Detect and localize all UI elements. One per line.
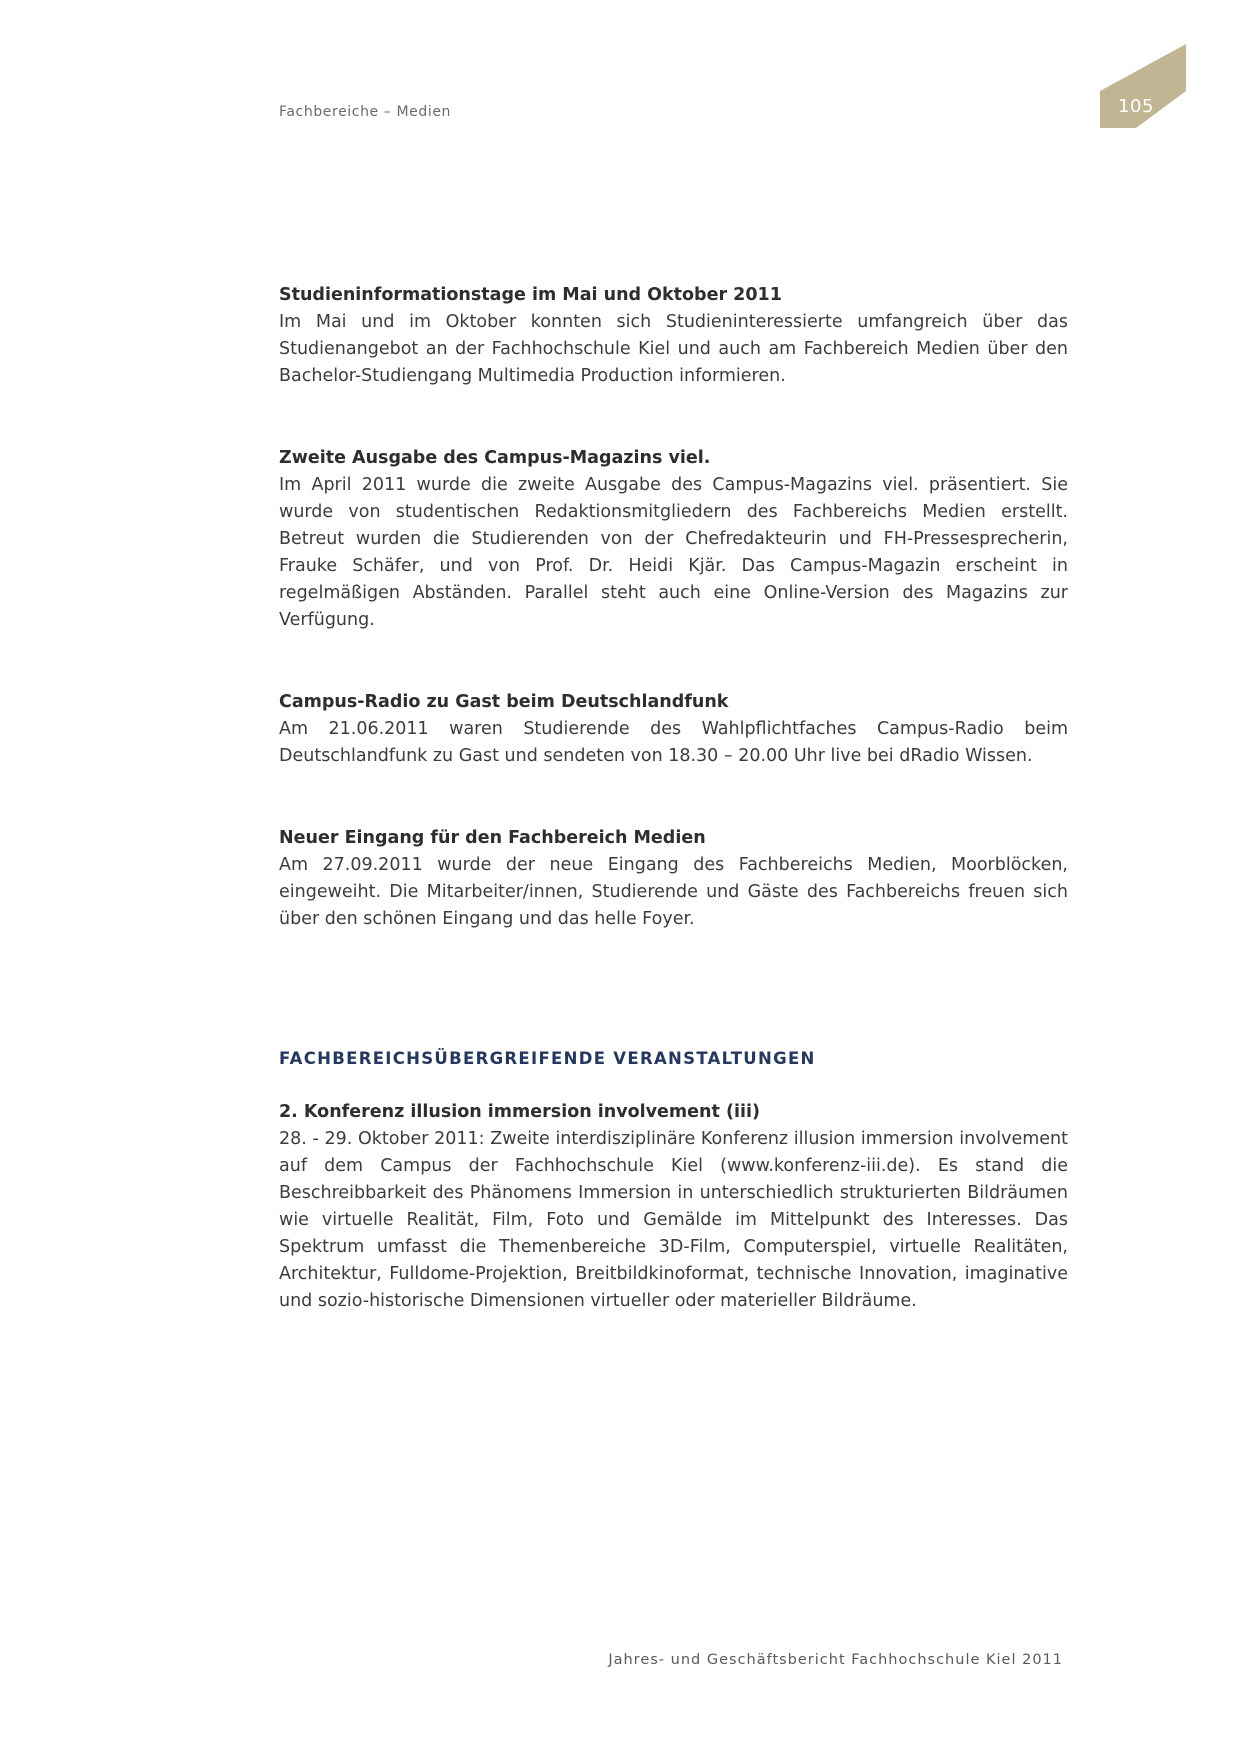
page-number: 105 [1118, 96, 1154, 117]
article-title: Zweite Ausgabe des Campus-Magazins viel. [279, 448, 711, 468]
article-title: 2. Konferenz illusion immersion involvement (iii) [279, 1102, 760, 1122]
article-title: Campus-Radio zu Gast beim Deutschlandfunk [279, 692, 729, 712]
article-body: Im Mai und im Oktober konnten sich Studieninteressierte umfangreich über das Studienangebot an der Fachhochschule Kiel und auch am Fachbereich Medien über den Bachelor-Studiengang Multimedia Production informieren. [279, 312, 1068, 386]
article-campus-magazin [279, 445, 1068, 634]
article-title: Studieninformationstage im Mai und Oktober 2011 [279, 285, 782, 305]
page-content [279, 282, 1068, 1315]
article-studieninformationstage [279, 282, 1068, 390]
section-heading: FACHBEREICHSÜBERGREIFENDE VERANSTALTUNGEN [279, 1049, 816, 1068]
article-body: Im April 2011 wurde die zweite Ausgabe des Campus-Magazins viel. präsentiert. Sie wurde von studentischen Redaktionsmitgliedern des Fachbereichs Medien erstellt. Betreut wurden die Studierenden von der Chefredakteurin und FH-Pressesprecherin, Frauke Schäfer, und von Prof. Dr. Heidi Kjär. Das Campus-Magazin erscheint in regelmäßigen Abständen. Parallel steht auch eine Online-Version des Magazins zur Verfügung. [279, 475, 1068, 630]
article-campus-radio [279, 689, 1068, 770]
article-title: Neuer Eingang für den Fachbereich Medien [279, 828, 706, 848]
page-footer: Jahres- und Geschäftsbericht Fachhochschule Kiel 2011 [608, 1652, 1063, 1668]
article-body: Am 21.06.2011 waren Studierende des Wahlpflichtfaches Campus-Radio beim Deutschlandfunk zu Gast und sendeten von 18.30 – 20.00 Uhr live bei dRadio Wissen. [279, 719, 1068, 766]
article-konferenz-iii [279, 1099, 1068, 1315]
article-neuer-eingang [279, 825, 1068, 933]
article-body: Am 27.09.2011 wurde der neue Eingang des Fachbereichs Medien, Moorblöcken, eingeweiht. Die Mitarbeiter/innen, Studierende und Gäste des Fachbereichs freuen sich über den schönen Eingang und das helle Foyer. [279, 855, 1068, 929]
article-body: 28. - 29. Oktober 2011: Zweite interdisziplinäre Konferenz illusion immersion involvement auf dem Campus der Fachhochschule Kiel (www.konferenz-iii.de). Es stand die Beschreibbarkeit des Phänomens Immersion in unterschiedlich strukturierten Bildräumen wie virtuelle Realität, Film, Foto und Gemälde im Mittelpunkt des Interesses. Das Spektrum umfasst die Themenbereiche 3D-Film, Computerspiel, virtuelle Realitäten, Architektur, Fulldome-Projektion, Breitbildkinoformat, technische Innovation, imaginative und sozio-historische Dimensionen virtueller oder materieller Bildräume. [279, 1129, 1068, 1311]
running-head: Fachbereiche – Medien [279, 104, 452, 120]
